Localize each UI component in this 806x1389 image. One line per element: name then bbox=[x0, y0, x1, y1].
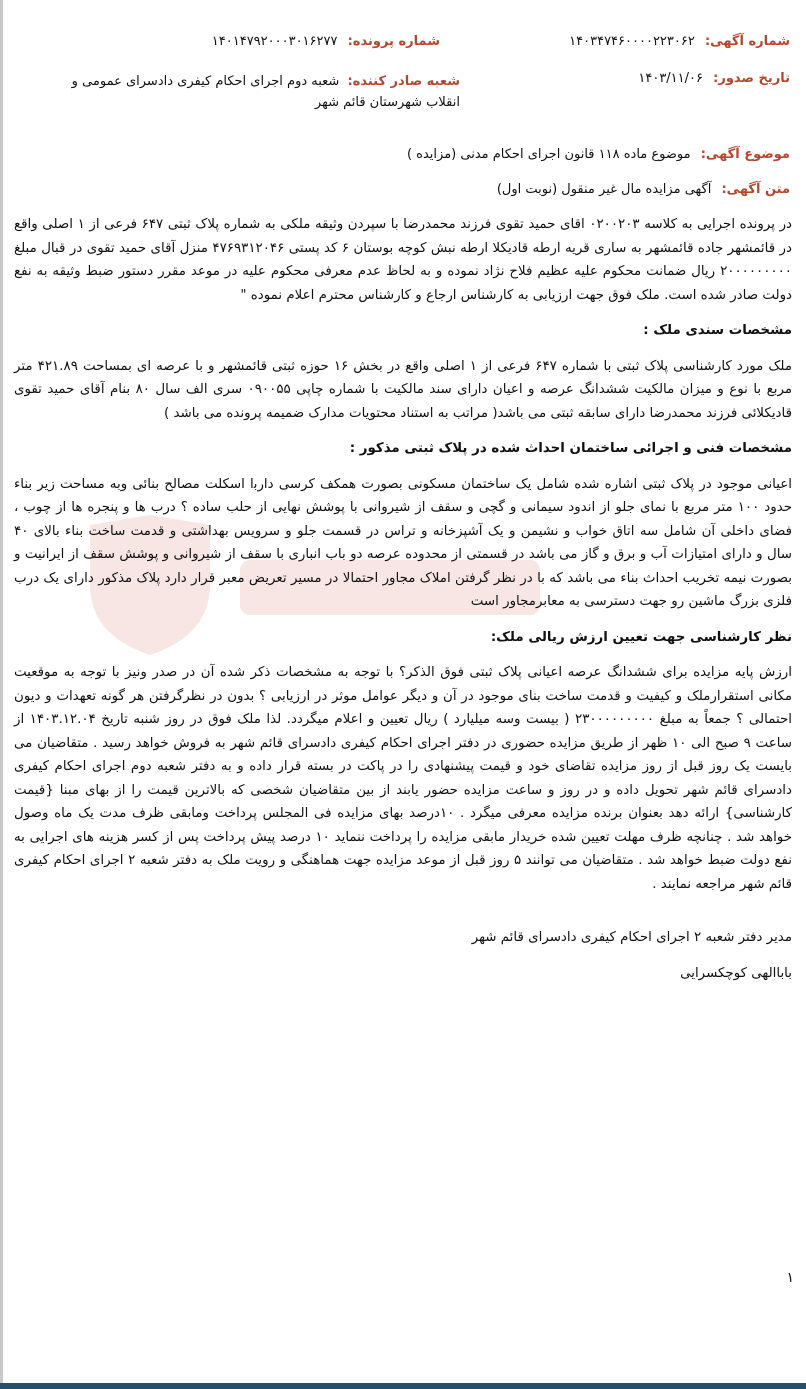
issue-date bbox=[638, 71, 790, 86]
intro-paragraph: در پرونده اجرایی به کلاسه ۰۲۰۰۲۰۳ اقای حمید تقوی فرزند محمدرضا با سپردن وثیقه ملکی به شماره پلاک ثبتی ۶۴۷ فرعی از ۱ اصلی واقع در قائمشهر جاده قائمشهر به ساری قریه ارطه قادیکلا ارطه نبش کوچه بوستان ۶ کد پستی ۴۷۶۹۳۱۲۰۴۶ منزل آقای حمید تقوی در قبال مبلغ ۲۰۰۰۰۰۰۰۰۰ ریال ضمانت محکوم علیه عظیم فلاح نژاد نموده و به لحاظ عدم معرفی محکوم علیه در موعد مقرر دستور ضبط وثیقه به نفع دولت صادر شده است. ملک فوق جهت ارزیابی به کارشناس ارجاع و کارشناس محترم اعلام نموده " bbox=[14, 217, 792, 303]
notice-body bbox=[14, 213, 792, 997]
notice-number-value: ۱۴۰۳۴۷۴۶۰۰۰۰۲۲۳۰۶۲ bbox=[569, 34, 695, 49]
notice-text bbox=[497, 182, 790, 197]
notice-text-label: متن آگهی: bbox=[721, 182, 790, 197]
issue-date-label: تاریخ صدور: bbox=[713, 71, 790, 86]
notice-subject-label: موضوع آگهی: bbox=[700, 147, 790, 162]
technical-paragraph: اعیانی موجود در پلاک ثبتی اشاره شده شامل یک ساختمان مسکونی بصورت همکف کرسی دارﺑا اسکلت مصالح بنائی وبه مساحت زیر بناء حدود ۱۰۰ متر مربع با نمای جلو از اندود سیمانی و گچی و سقف از شیروانی با پوشش نهایی از حلب ساده ؟ درب ها و پنجره ها از چوب ، فضای داخلی آن شامل سه اتاق خواب و نشیمن و یک آشپزخانه و تراس در قسمت جلو و سرویس بهداشتی و قدمت ساخت بناء بالای ۴۰ سال و دارای امتیازات آب و برق و گاز می باشد در قسمتی از محدوده عرصه دو باب انباری با سقف از شیروانی و پوشش سقف از ایرانیت و بصورت نیمه تخریب احداث بناء می باشد که با در نظر گرفتن املاک مجاور احتمالا در مسیر تعریض معبر قرار دارد پلاک مذکور دارای یک درب فلزی بزرگ ماشین رو جهت دسترسی به معابرمجاور است bbox=[14, 476, 792, 609]
bottom-bar bbox=[0, 1383, 806, 1389]
notice-subject bbox=[407, 147, 790, 162]
registry-heading: مشخصات سندی ملک : bbox=[643, 323, 792, 338]
case-number-value: ۱۴۰۱۴۷۹۲۰۰۰۳۰۱۶۲۷۷ bbox=[211, 34, 338, 49]
issuing-branch bbox=[40, 71, 460, 113]
signature-name: باباالهی کوچکسرایی bbox=[680, 965, 792, 981]
technical-heading: مشخصات فنی و اجرائی ساختمان احداث شده در پلاک ثبتی مذکور : bbox=[349, 441, 792, 456]
left-border bbox=[0, 0, 3, 1389]
issuing-branch-label: شعبه صادر کننده: bbox=[347, 74, 460, 89]
case-number bbox=[212, 34, 440, 49]
registry-paragraph: ملک مورد کارشناسی پلاک ثبتی با شماره ۶۴۷ فرعی از ۱ اصلی واقع در بخش ۱۶ حوزه ثبتی قائمشهر و با عرصه ای بمساحت ۴۲۱.۸۹ متر مربع با نوع و میزان مالکیت ششدانگ عرصه و اعیان دارای سند مالکیت با شماره چاپی ۰۹۰۰۵۵ سری الف سال ۸۰ بنام آقای حمید تقوی قادیکلائی فرزند محمدرضا دارای سابقه ثبتی می باشد( مراتب به استناد محتویات مدارک ضمیمه پرونده می باشد ) bbox=[14, 358, 793, 421]
valuation-paragraph: ارزش پایه مزایده برای ششدانگ عرصه اعیانی پلاک ثبتی فوق الذکر؟ با توجه به مشخصات ذکر شده آن در صدر ونیز با توجه به موقعیت مکانی استقرارملک و کیفیت و قدمت ساخت بنای موجود در آن و دیگر عوامل موثر در ارزیابی ؟ بدون در نظرگرفتن هر گونه تعهدات و دیون احتمالی ؟ جمعاً به مبلغ ۲۳۰۰۰۰۰۰۰۰۰ ( بیست وسه میلیارد ) ریال تعیین و اعلام میگردد. لذا ملک فوق در روز شنبه تاریخ ۱۴۰۳.۱۲.۰۴ از ساعت ۹ صبح الی ۱۰ ظهر از طریق مزایده حضوری در دفتر اجرای احکام کیفری دادسرای قائم شهر به فروش خواهد رسید . متقاضیان می بایست یک روز قبل از روز مزایده تقاضای خود و قیمت پیشنهادی را در پاکت در بسته قرار داده و به دفتر شعبه دوم اجرای احکام کیفری دادسرای قائم شهر تحویل داده و در روز و ساعت مزایده حضور یابند از بین متقاضیان شخصی که بالاترین قیمت را از بهای مبنا {قیمت کارشناسی} ارائه دهد بعنوان برنده مزایده معرفی میگرد . ۱۰درصد بهای مزایده فی المجلس پرداخت ومابقی ظرف مدت یک ماه وصول خواهد شد . چنانچه ظرف مهلت تعیین شده خریدار مابقی مزایده را پرداخت ننماید ۱۰ درصد پیش پرداخت پس از کسر هزینه های اجرایی به نفع دولت ضبط خواهد شد . متقاضیان می توانند ۵ روز قبل از موعد مزایده جهت هماهنگی و رویت ملک به دفتر شعبه ۲ اجرای احکام کیفری قائم شهر مراجعه نمایند . bbox=[14, 665, 792, 892]
notice-number bbox=[569, 34, 790, 49]
valuation-heading: نظر کارشناسی جهت تعیین ارزش ریالی ملک: bbox=[490, 629, 792, 645]
issuing-branch-value: شعبه دوم اجرای احکام کیفری دادسرای عمومی و انقلاب شهرستان قائم شهر bbox=[71, 74, 460, 110]
page-number: ۱ bbox=[786, 1270, 794, 1286]
case-number-label: شماره پرونده: bbox=[347, 34, 440, 49]
notice-number-label: شماره آگهی: bbox=[704, 34, 790, 49]
notice-text-value: آگهی مزایده مال غیر منقول (نوبت اول) bbox=[496, 182, 712, 197]
signature-title: مدیر دفتر شعبه ۲ اجرای احکام کیفری دادسرای قائم شهر bbox=[471, 930, 792, 945]
issue-date-value: ۱۴۰۳/۱۱/۰۶ bbox=[638, 71, 703, 86]
notice-subject-value: موضوع ماده ۱۱۸ قانون اجرای احکام مدنی (مزایده ) bbox=[406, 147, 691, 162]
